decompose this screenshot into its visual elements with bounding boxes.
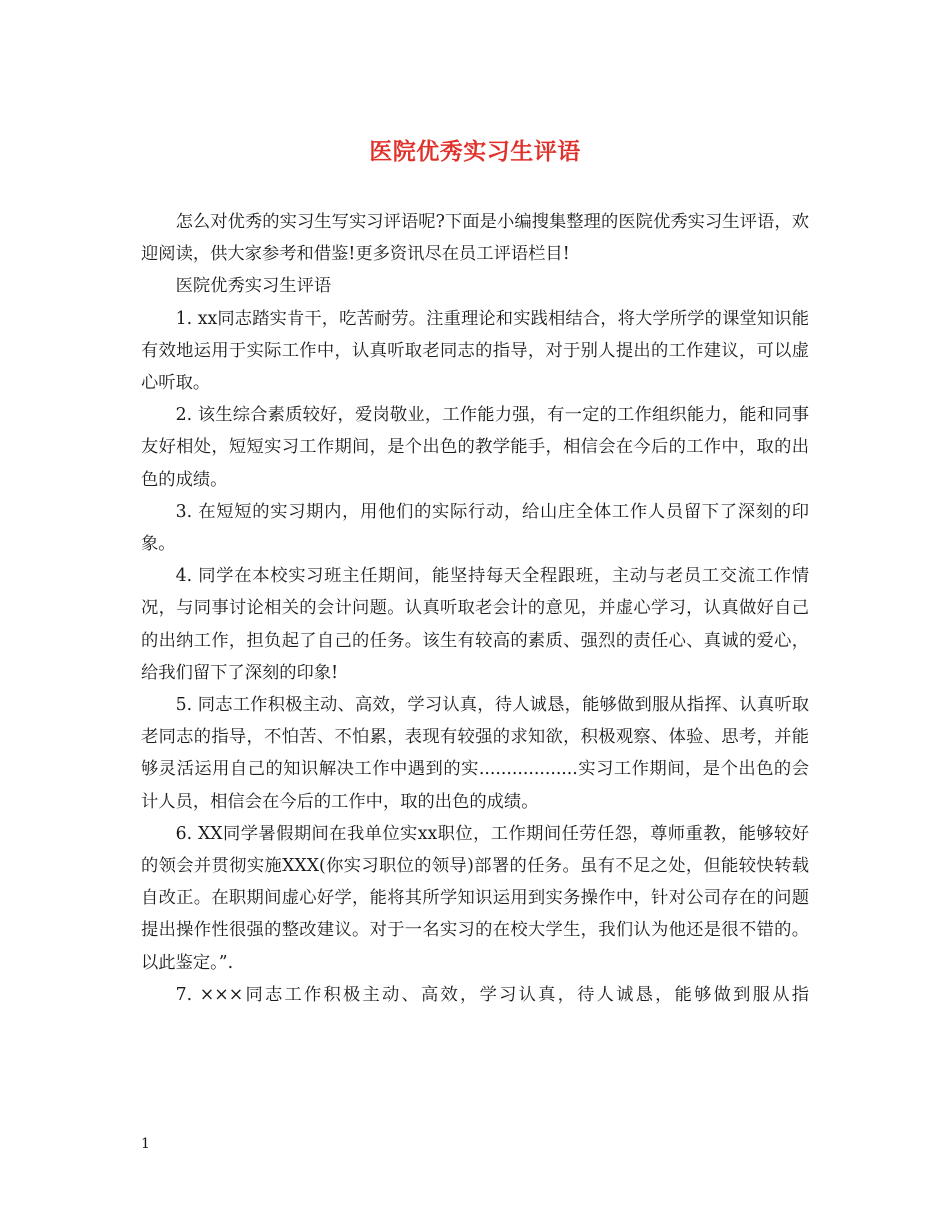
paragraph-item-7: 7. ×××同志工作积极主动、高效，学习认真，待人诚恳，能够做到服从指 [175, 984, 809, 1005]
document-title: 医院优秀实习生评语 [369, 138, 581, 165]
paragraph-intro: 怎么对优秀的实习生写实习评语呢?下面是小编搜集整理的医院优秀实习生评语，欢迎阅读，供大家参考和借鉴!更多资讯尽在员工评语栏目! [141, 212, 809, 265]
document-body [141, 206, 809, 1011]
paragraph-item-6: 6. XX同学暑假期间在我单位实xx职位，工作期间任劳任怨，尊师重教，能够较好的领会并贯彻实施XXX(你实习职位的领导)部署的任务。虽有不足之处，但能较快转载自改正。在职期间虚心好学，能将其所学知识运用到实务操作中，针对公司存在的问题提出操作性很强的整改建议。对于一名实习的在校大学生，我们认为他还是很不错的。以此鉴定。”. [141, 823, 809, 973]
paragraph-item-2: 2. 该生综合素质较好，爱岗敬业，工作能力强，有一定的工作组织能力，能和同事友好相处，短短实习工作期间，是个出色的教学能手，相信会在今后的工作中，取的出色的成绩。 [141, 405, 809, 490]
paragraph-item-5: 5. 同志工作积极主动、高效，学习认真，待人诚恳，能够做到服从指挥、认真听取老同志的指导，不怕苦、不怕累，表现有较强的求知欲，积极观察、体验、思考，并能够灵活运用自己的知识解决工作中遇到的实..................实习工作期间，是个出色的会计人员，相信会在今后的工作中，取的出色的成绩。 [141, 695, 809, 812]
page-number: 1 [141, 1136, 150, 1152]
paragraph-item-1: 1. xx同志踏实肯干，吃苦耐劳。注重理论和实践相结合，将大学所学的课堂知识能有效地运用于实际工作中，认真听取老同志的指导，对于别人提出的工作建议，可以虚心听取。 [141, 308, 809, 394]
paragraph-item-4: 4. 同学在本校实习班主任期间，能坚持每天全程跟班，主动与老员工交流工作情况，与同事讨论相关的会计问题。认真听取老会计的意见，并虚心学习，认真做好自己的出纳工作，担负起了自己的任务。该生有较高的素质、强烈的责任心、真诚的爱心，给我们留下了深刻的印象! [141, 566, 809, 683]
paragraph-subtitle: 医院优秀实习生评语 [175, 276, 332, 297]
paragraph-item-3: 3. 在短短的实习期内，用他们的实际行动，给山庄全体工作人员留下了深刻的印象。 [141, 501, 809, 555]
